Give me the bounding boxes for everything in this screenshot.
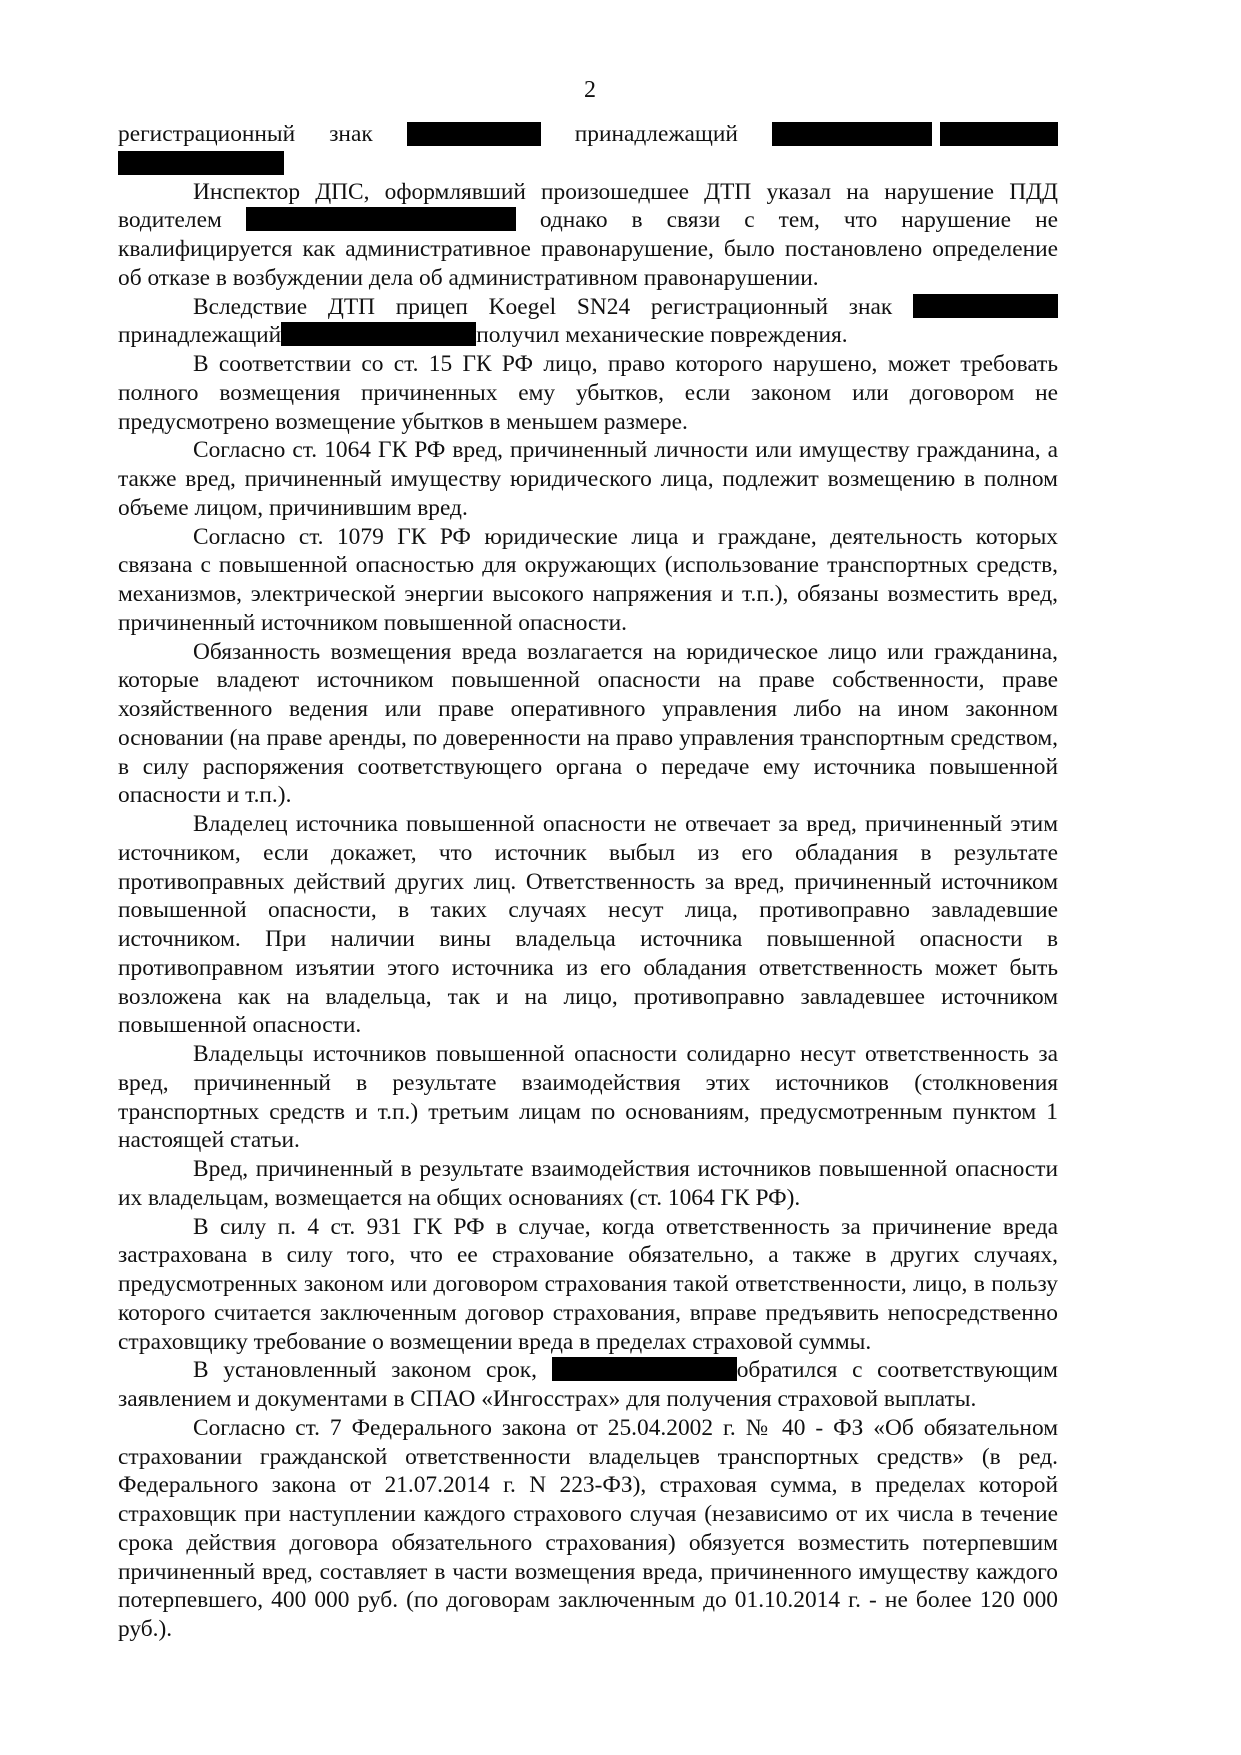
redaction-group bbox=[772, 122, 1058, 146]
text-fragment: обратился с соответствующим заявлением и документами в СПАО «Ингосстрах» для получения страховой выплаты. bbox=[118, 1357, 1058, 1412]
redaction-box bbox=[772, 122, 932, 146]
text-fragment: принадлежащий bbox=[574, 121, 738, 147]
paragraph: Обязанность возмещения вреда возлагается на юридическое лицо или гражданина, которые владеют источником повышенной опасности на праве собственности, праве хозяйственного ведения или праве оперативного управления либо на ином законном основании (на праве аренды, по доверенности на право управления транспортным средством, в силу распоряжения соответствующего органа о передаче ему источника повышенной опасности и т.п.). bbox=[118, 638, 1058, 809]
text-fragment: регистрационный bbox=[118, 121, 296, 147]
text-fragment: Вследствие ДТП прицеп Koegel SN24 регистрационный знак bbox=[193, 293, 893, 320]
paragraph: В соответствии со ст. 15 ГК РФ лицо, право которого нарушено, может требовать полного возмещения причиненных ему убытков, если законом или договором не предусмотрено возмещение убытков в меньшем размере. bbox=[118, 351, 1058, 435]
paragraph: Вред, причиненный в результате взаимодействия источников повышенной опасности их владельцам, возмещается на общих основаниях (ст. 1064 ГК РФ). bbox=[118, 1156, 1058, 1211]
paragraph: Согласно ст. 7 Федерального закона от 25.04.2002 г. № 40 - ФЗ «Об обязательном страховании гражданской ответственности владельцев транспортных средств» (в ред. Федерального закона от 21.07.2014 г. N 223-ФЗ), страховая сумма, в пределах которой страховщик при наступлении каждого страхового случая (независимо от их числа в течение срока действия договора обязательного страхования) обязуется возместить потерпевшим причиненный вред, составляет в части возмещения вреда, причиненного имуществу каждого потерпевшего, 400 000 руб. (по договорам заключенным до 01.10.2014 г. - не более 120 000 руб.). bbox=[118, 1414, 1058, 1642]
redaction-box bbox=[407, 122, 541, 146]
redaction-box bbox=[118, 151, 284, 175]
paragraph: Согласно ст. 1079 ГК РФ юридические лица и граждане, деятельность которых связана с повышенной опасностью для окружающих (использование транспортных средств, механизмов, электрической энергии высокого напряжения и т.п.), обязаны возместить вред, причиненный источником повышенной опасности. bbox=[118, 523, 1058, 636]
redaction-box bbox=[246, 207, 516, 231]
redaction-box bbox=[940, 122, 1058, 146]
paragraph: Согласно ст. 1064 ГК РФ вред, причиненный личности или имуществу гражданина, а также вред, причиненный имуществу юридического лица, подлежит возмещению в полном объеме лицом, причинившим вред. bbox=[118, 437, 1058, 521]
text-fragment: знак bbox=[329, 121, 373, 147]
paragraph: Владелец источника повышенной опасности не отвечает за вред, причиненный этим источником, если докажет, что источник выбыл из его обладания в результате противоправных действий других лиц. Ответственность за вред, причиненный источником повышенной опасности, в таких случаях несут лица, противоправно завладевшие источником. При наличии вины владельца источника повышенной опасности в противоправном изъятии этого источника из его обладания ответственность может быть возложена как на владельца, так и на лицо, противоправно завладевшее источником повышенной опасности. bbox=[118, 811, 1058, 1039]
text-fragment: принадлежащий bbox=[118, 322, 282, 349]
text-fragment: однако в связи с тем, что нарушение не квалифицируется как административное правонарушение, было постановлено определение об отказе в возбуждении дела об административном правонарушении. bbox=[118, 207, 1058, 291]
redaction-box bbox=[552, 1357, 737, 1381]
text-fragment: Инспектор ДПС, оформлявший произошедшее ДТП указал на нарушение ПДД водителем bbox=[118, 178, 1058, 234]
paragraph bbox=[118, 178, 1058, 293]
paragraph bbox=[118, 1356, 1058, 1414]
page-number: 2 bbox=[584, 77, 596, 103]
paragraph bbox=[118, 293, 1058, 351]
document-body bbox=[118, 120, 1058, 1644]
text-fragment: В установленный законом срок, bbox=[193, 1357, 538, 1384]
paragraph: Владельцы источников повышенной опасности солидарно несут ответственность за вред, причиненный в результате взаимодействия этих источников (столкновения транспортных средств и т.п.) третьим лицам по основаниям, предусмотренным пунктом 1 настоящей статьи. bbox=[118, 1041, 1058, 1154]
paragraph: В силу п. 4 ст. 931 ГК РФ в случае, когда ответственность за причинение вреда застрахована в силу того, что ее страхование обязательно, а также в других случаях, предусмотренных законом или договором страхования такой ответственности, лицо, в пользу которого считается заключенным договор страхования, вправе предъявить непосредственно страховщику требование о возмещении вреда в пределах страховой суммы. bbox=[118, 1213, 1058, 1355]
redaction-box bbox=[281, 322, 476, 346]
redaction-box bbox=[913, 294, 1058, 318]
text-fragment: получил механические повреждения. bbox=[476, 322, 848, 349]
redaction-line bbox=[118, 149, 1058, 178]
first-line bbox=[118, 120, 1058, 149]
